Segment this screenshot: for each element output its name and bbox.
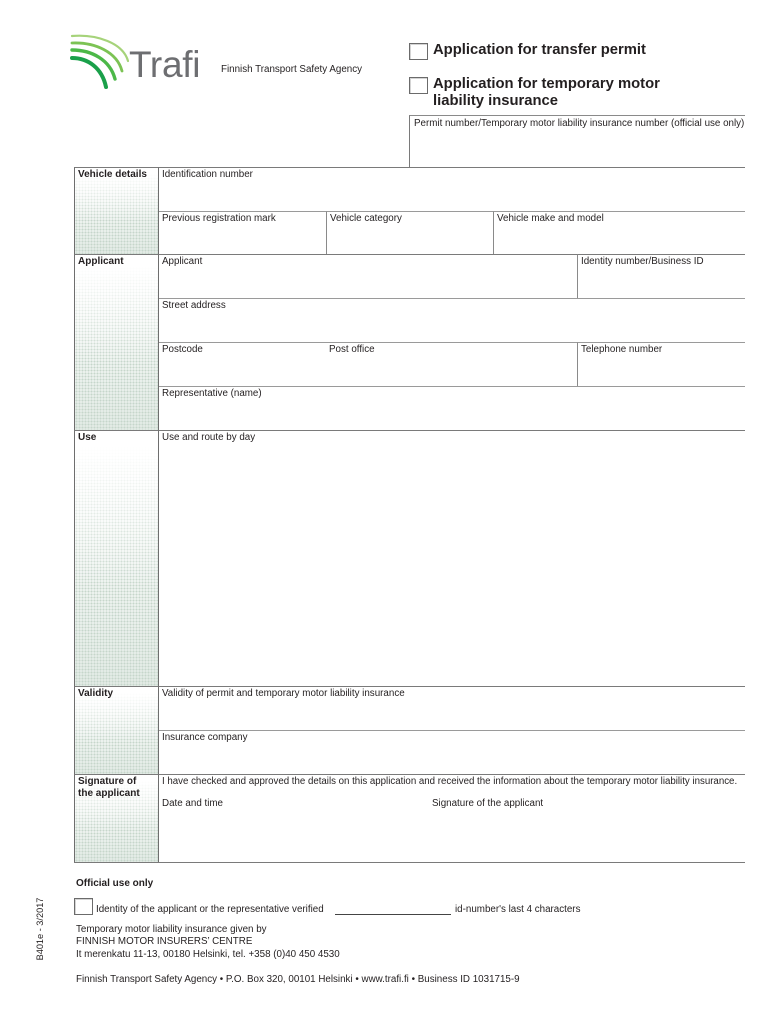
post-office-field[interactable] xyxy=(326,342,577,386)
telephone-number-field[interactable] xyxy=(577,342,745,386)
insurance-company-field[interactable] xyxy=(159,730,745,774)
identity-number-field[interactable] xyxy=(577,254,745,298)
identification-number-field[interactable] xyxy=(159,167,745,211)
vehicle-category-label: Vehicle category xyxy=(330,213,402,224)
section-label-applicant xyxy=(74,254,159,430)
trafi-swoosh-icon xyxy=(69,33,129,90)
post-office-label: Post office xyxy=(329,344,375,355)
section-title-vehicle-details: Vehicle details xyxy=(78,169,147,180)
insurer-name-line: FINNISH MOTOR INSURERS’ CENTRE xyxy=(76,936,253,947)
insurance-given-by-line: Temporary motor liability insurance given by xyxy=(76,924,267,935)
validity-period-field[interactable] xyxy=(159,686,745,730)
applicant-name-label: Applicant xyxy=(162,256,203,267)
identity-number-label: Identity number/Business ID xyxy=(581,256,704,267)
logo-wordmark: Trafi xyxy=(129,44,201,85)
section-label-use xyxy=(74,430,159,686)
section-title-validity: Validity xyxy=(78,688,114,699)
section-title-applicant: Applicant xyxy=(78,256,124,267)
form-bottom-rule xyxy=(74,862,745,863)
temporary-insurance-option-label: Application for temporary motor xyxy=(433,76,660,92)
signature-block xyxy=(159,774,745,862)
date-and-time-label: Date and time xyxy=(162,798,223,809)
use-and-route-field[interactable] xyxy=(159,430,745,686)
id-number-last-chars-label: id-number's last 4 characters xyxy=(455,904,581,915)
section-label-signature xyxy=(74,774,159,862)
id-number-last-chars-input[interactable] xyxy=(335,903,451,915)
previous-registration-mark-field[interactable] xyxy=(159,211,326,254)
permit-number-label: Permit number/Temporary motor liability insurance number (official use only) xyxy=(414,118,745,129)
applicant-signature-field[interactable] xyxy=(429,798,745,862)
form-code: B401e - 3/2017 xyxy=(35,897,45,961)
applicant-signature-label: Signature of the applicant xyxy=(432,798,544,809)
section-title-signature-line2: the applicant xyxy=(78,787,140,799)
section-title-signature: Signature of xyxy=(78,776,137,787)
transfer-permit-option-label: Application for transfer permit xyxy=(433,42,646,58)
footer-address: Finnish Transport Safety Agency • P.O. Box 320, 00101 Helsinki • www.trafi.fi • Business ID 1031715-9 xyxy=(76,974,520,985)
official-use-title: Official use only xyxy=(76,878,154,889)
section-title-use: Use xyxy=(78,432,97,443)
identification-number-label: Identification number xyxy=(162,169,253,180)
section-label-validity xyxy=(74,686,159,774)
consent-statement: I have checked and approved the details on this application and received the information about the temporary motor liability insurance. xyxy=(162,776,738,787)
postcode-field[interactable] xyxy=(159,342,326,386)
insurer-address-line: It merenkatu 11-13, 00180 Helsinki, tel. +358 (0)40 450 4530 xyxy=(76,949,340,960)
insurance-company-label: Insurance company xyxy=(162,732,248,743)
street-address-label: Street address xyxy=(162,300,226,311)
vehicle-make-and-model-label: Vehicle make and model xyxy=(497,213,604,224)
permit-number-field[interactable] xyxy=(409,115,745,167)
street-address-field[interactable] xyxy=(159,298,745,342)
identity-verified-label: Identity of the applicant or the representative verified xyxy=(96,904,324,915)
previous-registration-mark-label: Previous registration mark xyxy=(162,213,276,224)
validity-period-label: Validity of permit and temporary motor liability insurance xyxy=(162,688,405,699)
date-and-time-field[interactable] xyxy=(159,798,429,862)
transfer-permit-checkbox[interactable] xyxy=(409,43,428,60)
logo-stripe xyxy=(72,58,106,87)
temporary-insurance-option-label-line2: liability insurance xyxy=(433,93,558,109)
representative-label: Representative (name) xyxy=(162,388,262,399)
applicant-name-field[interactable] xyxy=(159,254,577,298)
agency-name: Finnish Transport Safety Agency xyxy=(221,64,363,75)
vehicle-make-and-model-field[interactable] xyxy=(493,211,745,254)
vehicle-category-field[interactable] xyxy=(326,211,493,254)
identity-verified-checkbox[interactable] xyxy=(74,898,93,915)
telephone-number-label: Telephone number xyxy=(581,344,663,355)
postcode-label: Postcode xyxy=(162,344,203,355)
representative-field[interactable] xyxy=(159,386,745,430)
section-label-vehicle-details xyxy=(74,167,159,254)
temporary-insurance-checkbox[interactable] xyxy=(409,77,428,94)
use-and-route-label: Use and route by day xyxy=(162,432,256,443)
